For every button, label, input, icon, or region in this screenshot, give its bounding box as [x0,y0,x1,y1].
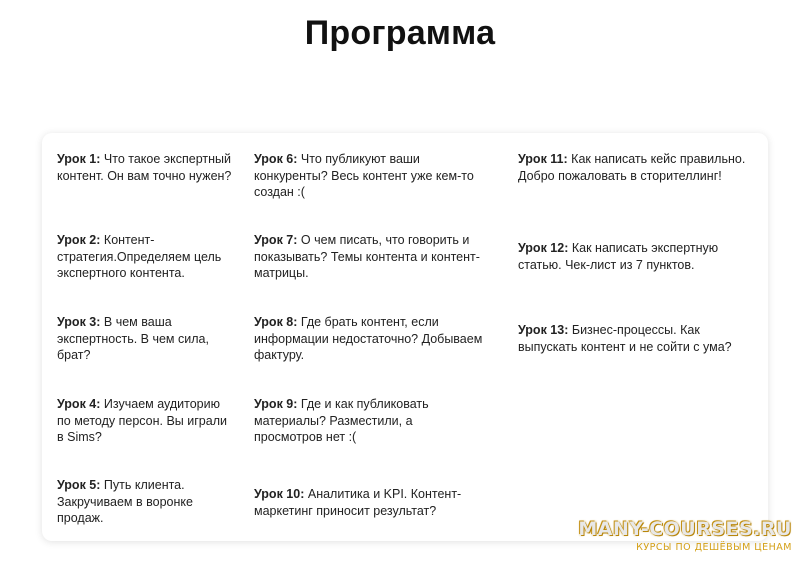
lesson-1 [57,151,237,184]
lesson-12 [518,240,758,273]
lesson-10 [254,486,484,519]
lesson-number: Урок 11: [518,152,568,166]
lesson-number: Урок 13: [518,323,569,337]
lesson-3 [57,314,237,364]
lesson-number: Урок 1: [57,152,101,166]
watermark [578,518,792,553]
lesson-text: Аналитика и KPI. Контент-маркетинг приносит результат? [254,487,462,518]
lesson-2 [57,232,237,282]
lesson-text: Где брать контент, если информации недостаточно? Добываем фактуру. [254,315,483,362]
lesson-text: Контент-стратегия.Определяем цель экспертного контента. [57,233,222,280]
lesson-text: Где и как публиковать материалы? Разместили, а просмотров нет :( [254,397,429,444]
watermark-tagline: КУРСЫ ПО ДЕШЁВЫМ ЦЕНАМ [636,542,792,553]
lesson-number: Урок 6: [254,152,298,166]
lesson-number: Урок 2: [57,233,101,247]
lesson-text: Как написать экспертную статью. Чек-лист из 7 пунктов. [518,241,719,272]
lesson-7 [254,232,484,282]
lesson-4 [57,396,237,446]
lesson-number: Урок 5: [57,478,101,492]
lesson-5 [57,477,237,527]
lesson-number: Урок 8: [254,315,298,329]
page-title: Программа [304,14,496,52]
lesson-8 [254,314,484,364]
lesson-number: Урок 12: [518,241,569,255]
lesson-text: Что такое экспертный контент. Он вам точно нужен? [57,152,232,183]
lesson-text: Изучаем аудиторию по методу персон. Вы играли в Sims? [57,397,227,444]
lesson-number: Урок 10: [254,487,305,501]
lesson-number: Урок 4: [57,397,101,411]
lesson-text: О чем писать, что говорить и показывать? Темы контента и контент-матрицы. [254,233,480,280]
program-card [42,133,768,541]
watermark-site: MANY-COURSES.RU [578,518,792,540]
lesson-11 [518,151,758,184]
lesson-text: Бизнес-процессы. Как выпускать контент и не сойти с ума? [518,323,732,354]
lesson-6 [254,151,484,201]
lesson-number: Урок 9: [254,397,298,411]
lesson-number: Урок 3: [57,315,101,329]
lesson-text: Что публикуют ваши конкуренты? Весь контент уже кем-то создан :( [254,152,474,199]
lesson-text: Как написать кейс правильно. Добро пожаловать в сторителлинг! [518,152,746,183]
lesson-9 [254,396,484,446]
lesson-number: Урок 7: [254,233,298,247]
lesson-text: В чем ваша экспертность. В чем сила, брат? [57,315,209,362]
lesson-text: Путь клиента. Закручиваем в воронке продаж. [57,478,193,525]
lesson-13 [518,322,758,355]
